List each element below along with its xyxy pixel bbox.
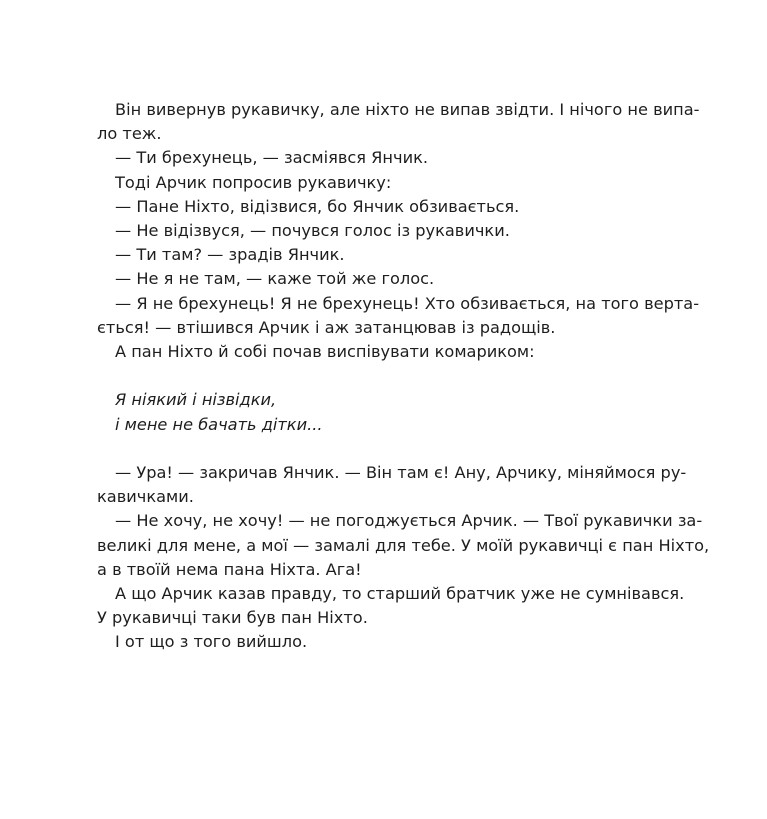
text-line: — Пане Ніхто, відізвися, бо Янчик обзивається. — [115, 196, 520, 216]
text-line: ло теж. — [97, 124, 162, 144]
text-line: — Ура! — закричав Янчик. — Він там є! Ану, Арчику, міняймося ру- — [115, 463, 687, 483]
stanza-gap — [97, 364, 657, 388]
text-line: У рукавичці таки був пан Ніхто. — [97, 608, 368, 628]
text-line: — Ти там? — зрадів Янчик. — [115, 245, 345, 265]
text-line: ється! — втішився Арчик і аж затанцював із радощів. — [97, 317, 556, 337]
text-line: І от що з того вийшло. — [115, 632, 308, 652]
poem-line: і мене не бачать дітки... — [115, 414, 323, 434]
text-line: — Я не брехунець! Я не брехунець! Хто обзивається, на того верта- — [115, 293, 700, 313]
text-line: Він вивернув рукавичку, але ніхто не випав звідти. І нічого не випа- — [115, 100, 700, 119]
text-line: — Не я не там, — каже той же голос. — [115, 269, 435, 289]
text-line: Тоді Арчик попросив рукавичку: — [115, 172, 392, 192]
text-line: — Не відізвуся, — почувся голос із рукавички. — [115, 221, 510, 241]
poem-line: Я ніякий і нізвідки, — [115, 390, 277, 410]
text-line: — Ти брехунець, — засміявся Янчик. — [115, 148, 429, 168]
text-line: великі для мене, а мої — замалі для тебе. У моїй рукавичці є пан Ніхто, — [97, 535, 710, 555]
text-line: А що Арчик казав правду, то старший братчик уже не сумнівався. — [115, 584, 685, 604]
text-line: кавичками. — [97, 487, 194, 507]
text-line: а в твоїй нема пана Ніхта. Ага! — [97, 559, 362, 579]
stanza-gap — [97, 437, 657, 461]
story-page — [97, 98, 710, 655]
text-line: А пан Ніхто й собі почав виспівувати комариком: — [115, 342, 535, 362]
text-line: — Не хочу, не хочу! — не погоджується Арчик. — Твої рукавички за- — [115, 511, 703, 531]
